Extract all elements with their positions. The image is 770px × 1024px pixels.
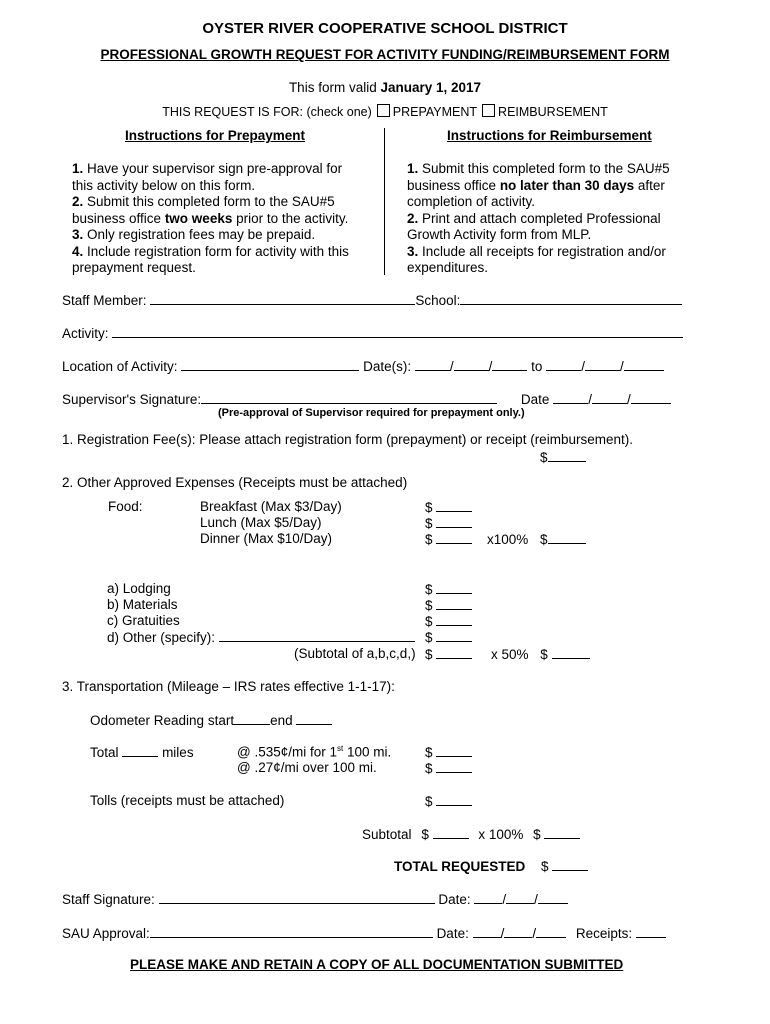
dates-to-label: to [531, 359, 543, 374]
staff-date-label: Date: [438, 892, 471, 907]
tolls-label: Tolls (receipts must be attached) [90, 793, 285, 808]
activity-field[interactable] [112, 325, 683, 338]
receipts-field[interactable] [636, 925, 666, 938]
sau-approval-row: SAU Approval: Date: / / Receipts: [62, 925, 666, 941]
valid-prefix: This form valid [288, 80, 381, 95]
total-miles-field[interactable] [122, 744, 158, 757]
prepayment-option-label: PREPAYMENT [392, 105, 478, 119]
instructions-divider [384, 128, 385, 275]
food-label: Food: [108, 499, 143, 514]
subtotal-abcd-label: (Subtotal of a,b,c,d,) [294, 646, 416, 661]
other-total: x 50% $ [491, 646, 590, 662]
rate-over-amount: $ [425, 760, 472, 776]
request-type-line [0, 104, 770, 119]
registration-fee-field[interactable] [548, 449, 586, 462]
registration-fee-amount: $ [540, 449, 586, 465]
total-requested-label: TOTAL REQUESTED [394, 859, 526, 874]
prepayment-checkbox[interactable] [377, 104, 390, 117]
odometer-row [90, 712, 332, 728]
gratuities-label: c) Gratuities [107, 613, 180, 628]
sau-date-month[interactable] [473, 925, 501, 938]
odometer-start-field[interactable] [234, 712, 270, 725]
food-multiplier: x100% [487, 532, 529, 547]
other-total-field[interactable] [552, 646, 590, 659]
valid-date: January 1, 2017 [380, 80, 482, 95]
total-requested-field[interactable] [552, 858, 588, 871]
other-expenses-heading: 2. Other Approved Expenses (Receipts must be attached) [62, 475, 408, 490]
sau-date-day[interactable] [504, 925, 532, 938]
transportation-heading: 3. Transportation (Mileage – IRS rates effective 1-1-17): [62, 679, 395, 694]
staff-member-row [62, 292, 682, 308]
start-month-field[interactable] [415, 358, 450, 371]
other-label: d) Other (specify): [107, 630, 216, 645]
end-day-field[interactable] [585, 358, 620, 371]
sau-date-year[interactable] [536, 925, 566, 938]
valid-date-line [0, 80, 770, 95]
subtotal-abcd-field[interactable] [436, 646, 472, 659]
odometer-start-label: Odometer Reading start [90, 713, 235, 728]
supervisor-signature-label: Supervisor's Signature: [62, 392, 202, 407]
school-label: School: [415, 293, 461, 308]
reimbursement-instructions: 1. Submit this completed form to the SAU#5 business office no later than 30 days after completion of activity. 2. Print and attach completed Professional Growth Activity form from MLP. 3. Include all receipts for registration and/or expenditures. [407, 161, 670, 275]
transport-subtotal-field[interactable] [433, 826, 469, 839]
odometer-end-label: end [270, 713, 293, 728]
location-field[interactable] [181, 358, 359, 371]
reimbursement-option-label: REIMBURSEMENT [498, 105, 608, 119]
transport-multiplier: x 100% [478, 827, 524, 842]
food-total-field[interactable] [548, 531, 586, 544]
dinner-field[interactable] [436, 531, 472, 544]
materials-field[interactable] [436, 597, 472, 610]
reimbursement-heading: Instructions for Reimbursement [447, 128, 652, 143]
prepayment-heading: Instructions for Prepayment [125, 128, 306, 143]
materials-label: b) Materials [107, 597, 178, 612]
activity-row [62, 325, 683, 341]
sau-approval-field[interactable] [150, 925, 433, 938]
other-amount: $ [425, 629, 472, 645]
lunch-field[interactable] [436, 515, 472, 528]
prepayment-instructions: 1. Have your supervisor sign pre-approval for this activity below on this form. 2. Submit this completed form to the SAU#5 business office two weeks prior to the activity. 3. Only registration fees may be prepaid. 4. Include registration form for activity with this prepayment request. [72, 161, 349, 275]
other-multiplier: x 50% [491, 647, 529, 662]
sau-date-label: Date: [436, 926, 469, 941]
total-miles-row [90, 744, 194, 760]
end-year-field[interactable] [624, 358, 664, 371]
dinner-label: Dinner (Max $10/Day) [200, 531, 333, 546]
staff-date-year[interactable] [538, 891, 568, 904]
supervisor-date-day[interactable] [592, 391, 627, 404]
lodging-label: a) Lodging [107, 581, 171, 596]
rate-first-amount: $ [425, 744, 472, 760]
staff-member-field[interactable] [150, 292, 415, 305]
end-month-field[interactable] [546, 358, 581, 371]
staff-date-month[interactable] [474, 891, 502, 904]
other-field[interactable] [436, 629, 472, 642]
preapproval-note: (Pre-approval of Supervisor required for prepayment only.) [218, 407, 525, 419]
transport-subtotal-row: Subtotal $ x 100% $ [362, 826, 580, 842]
rate-first-field[interactable] [436, 744, 472, 757]
breakfast-amount: $ [425, 499, 472, 515]
rate-first-100: @ .535¢/mi for 1st 100 mi. [237, 744, 392, 760]
staff-signature-label: Staff Signature: [62, 892, 155, 907]
dates-label: Date(s): [363, 359, 412, 374]
total-miles-label: Total [90, 745, 119, 760]
dinner-amount: $ [425, 531, 472, 547]
location-label: Location of Activity: [62, 359, 178, 374]
gratuities-field[interactable] [436, 613, 472, 626]
materials-amount: $ [425, 597, 472, 613]
lunch-amount: $ [425, 515, 472, 531]
registration-fee-text: 1. Registration Fee(s): Please attach registration form (prepayment) or receipt (reimbursement). [62, 432, 633, 447]
staff-member-label: Staff Member: [62, 293, 147, 308]
supervisor-signature-field[interactable] [201, 391, 497, 404]
tolls-amount: $ [425, 793, 472, 809]
receipts-label: Receipts: [575, 926, 633, 941]
staff-signature-row: Staff Signature: Date: / / [62, 891, 568, 907]
tolls-field[interactable] [436, 793, 472, 806]
lodging-amount: $ [425, 581, 472, 597]
district-title: OYSTER RIVER COOPERATIVE SCHOOL DISTRICT [202, 20, 568, 37]
supervisor-date-label: Date [520, 392, 550, 407]
lodging-field[interactable] [436, 581, 472, 594]
school-field[interactable] [460, 292, 682, 305]
other-specify-field[interactable] [219, 629, 415, 642]
breakfast-field[interactable] [436, 499, 472, 512]
location-row: Location of Activity: Date(s): / / to / / [62, 358, 664, 374]
start-day-field[interactable] [454, 358, 489, 371]
gratuities-amount: $ [425, 613, 472, 629]
form-title: PROFESSIONAL GROWTH REQUEST FOR ACTIVITY FUNDING/REIMBURSEMENT FORM [100, 47, 670, 62]
retain-copy-notice: PLEASE MAKE AND RETAIN A COPY OF ALL DOCUMENTATION SUBMITTED [130, 957, 624, 972]
breakfast-label: Breakfast (Max $3/Day) [200, 499, 342, 514]
supervisor-date-year[interactable] [631, 391, 671, 404]
total-requested-row: TOTAL REQUESTED $ [394, 858, 588, 874]
supervisor-date-month[interactable] [553, 391, 588, 404]
subtotal-abcd-amount: $ [425, 646, 472, 662]
sau-approval-label: SAU Approval: [62, 926, 150, 941]
transport-total-field[interactable] [544, 826, 580, 839]
supervisor-row: Supervisor's Signature: Date / / [62, 391, 671, 407]
rate-over-100: @ .27¢/mi over 100 mi. [237, 760, 377, 775]
food-total: x100% $ [487, 531, 586, 547]
activity-label: Activity: [62, 326, 109, 341]
request-for-label: THIS REQUEST IS FOR: (check one) [162, 105, 372, 119]
staff-signature-field[interactable] [159, 891, 435, 904]
rate-over-field[interactable] [436, 760, 472, 773]
odometer-end-field[interactable] [296, 712, 332, 725]
start-year-field[interactable] [492, 358, 527, 371]
lunch-label: Lunch (Max $5/Day) [200, 515, 322, 530]
reimbursement-checkbox[interactable] [482, 104, 495, 117]
staff-date-day[interactable] [506, 891, 534, 904]
other-row [107, 629, 415, 645]
transport-subtotal-label: Subtotal [362, 827, 412, 842]
miles-label: miles [162, 745, 194, 760]
